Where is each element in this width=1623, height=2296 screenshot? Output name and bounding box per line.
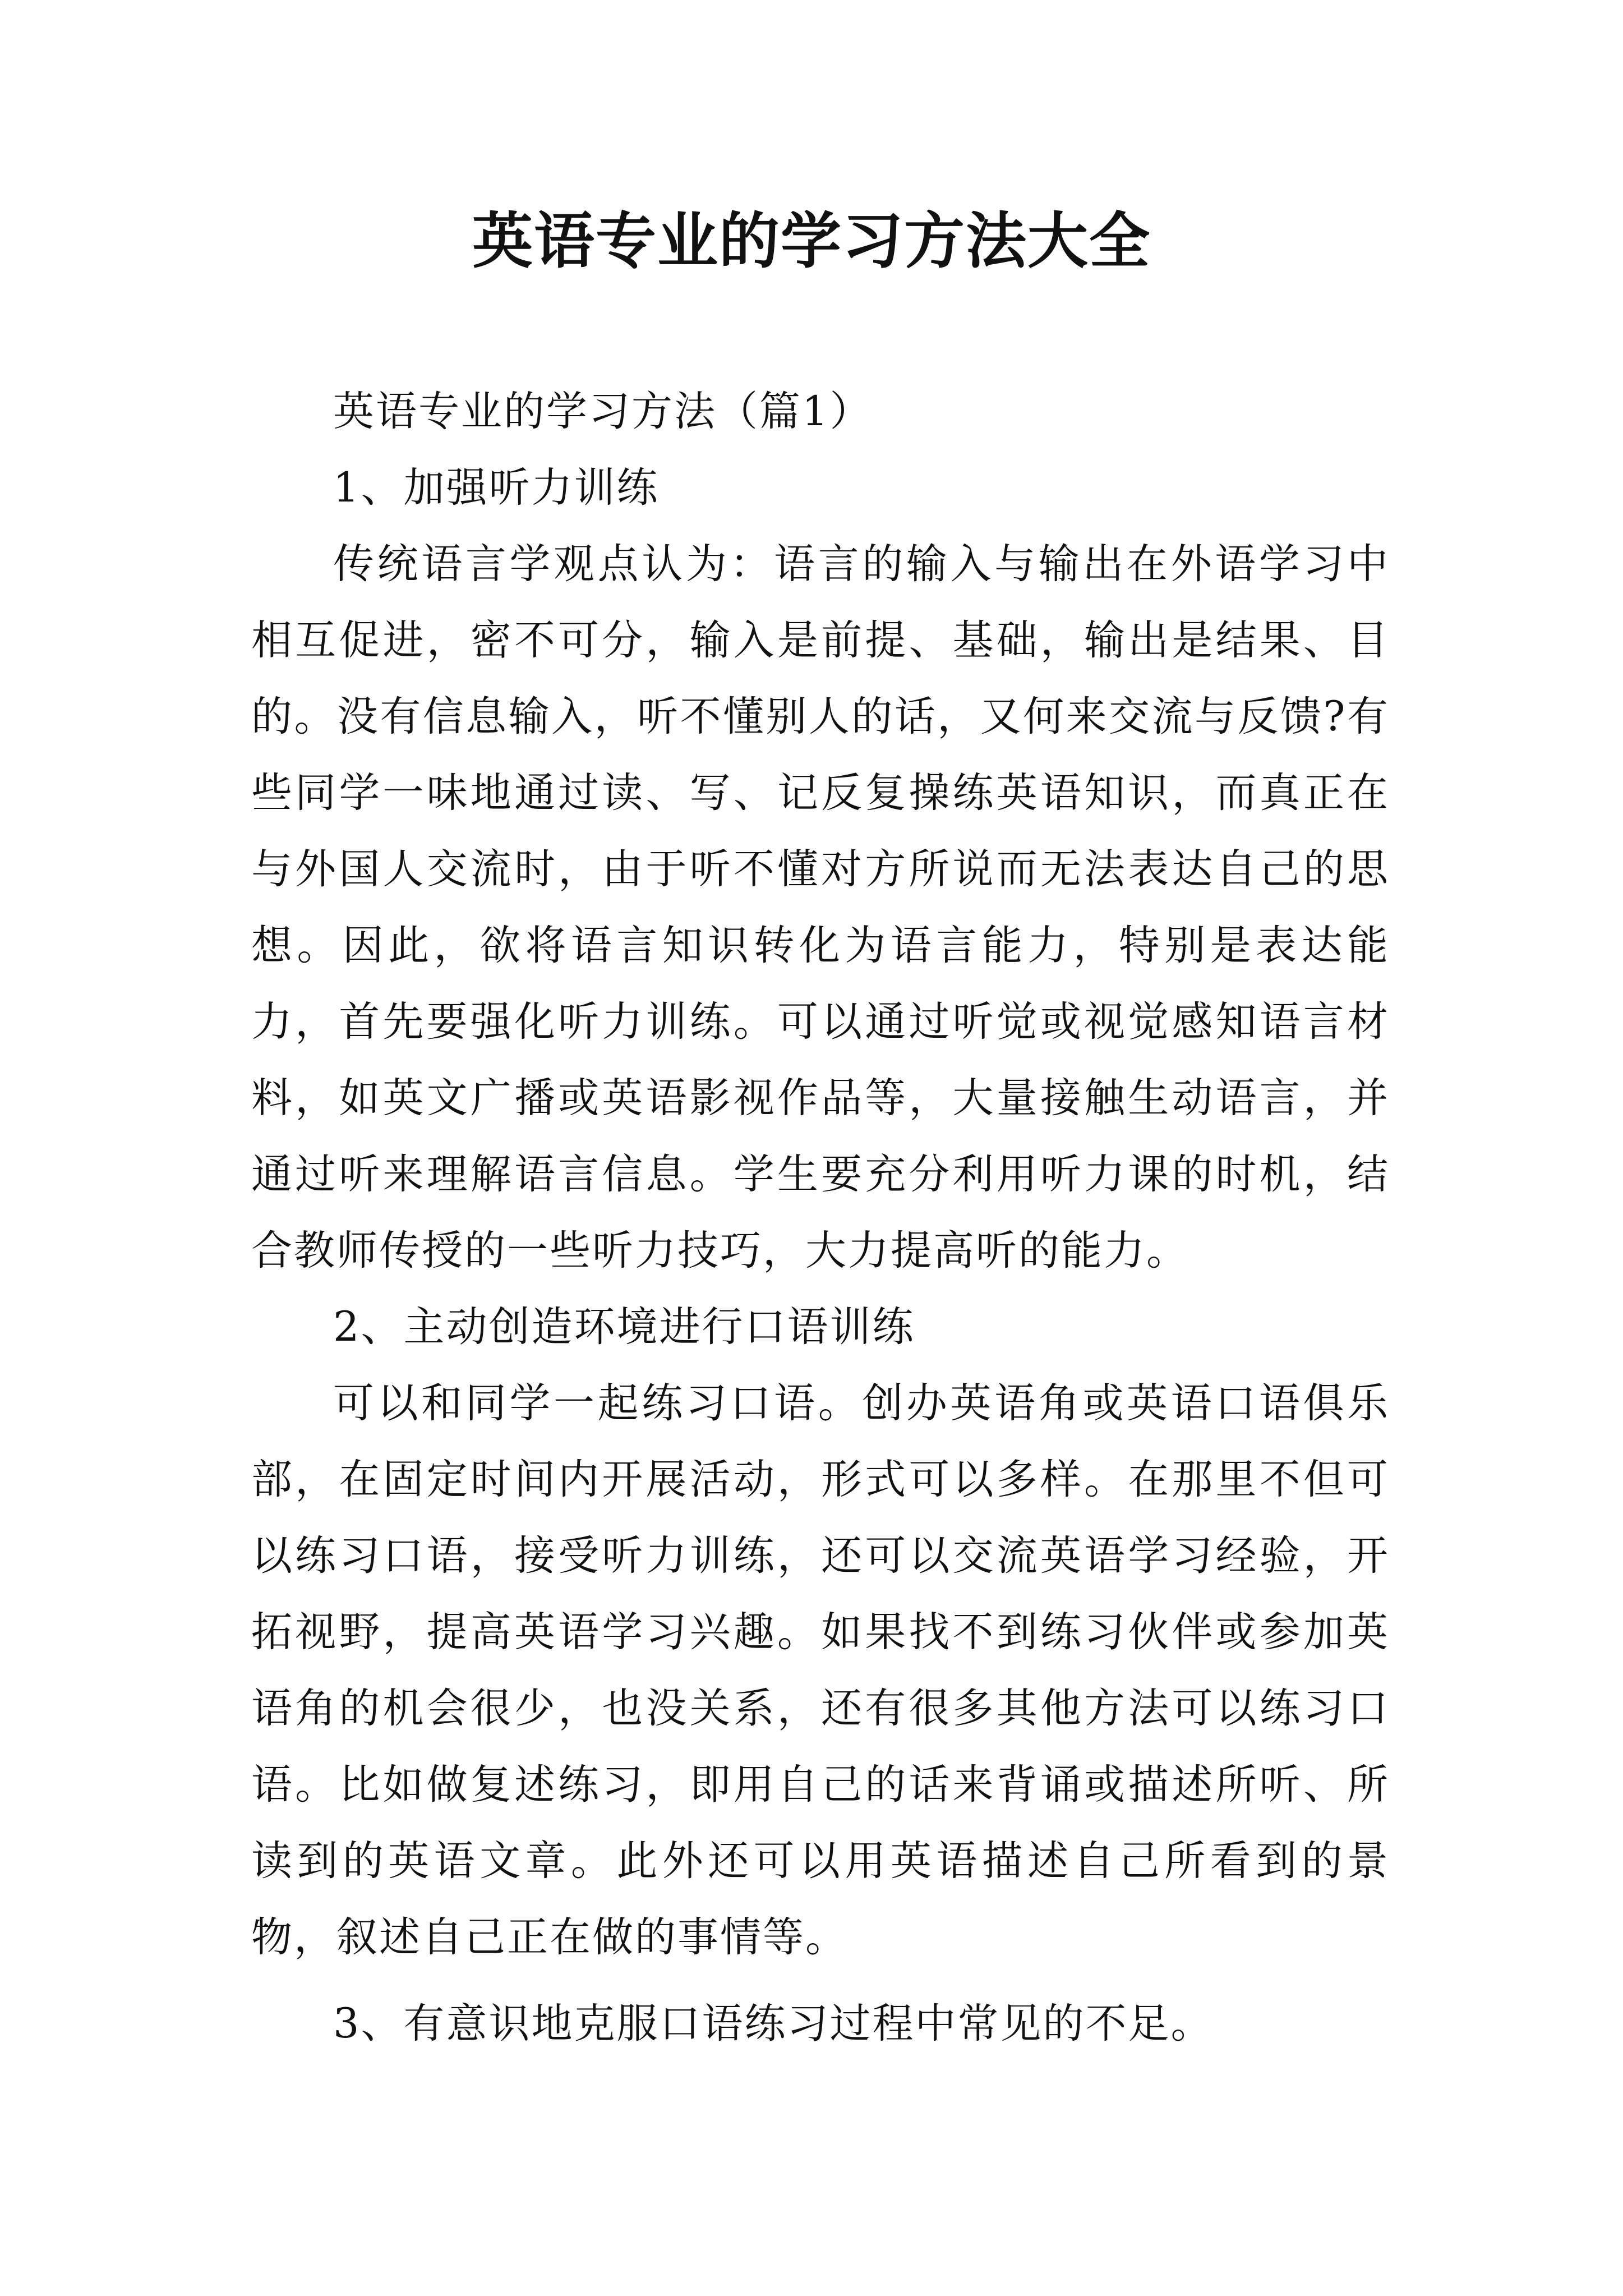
section-heading: 英语专业的学习方法（篇1） — [333, 388, 873, 435]
subheading: 3、有意识地克服口语练习过程中常见的不足。 — [333, 2000, 1214, 2047]
document-title: 英语专业的学习方法大全 — [472, 206, 1151, 277]
body-paragraph: 传统语言学观点认为：语言的输入与输出在外语学习中相互促进，密不可分，输入是前提、基础，输出是结果、目的。没有信息输入，听不懂别人的话，又何来交流与反馈?有些同学一味地通过读、写、记反复操练英语知识，而真正在与外国人交流时，由于听不懂对方所说而无法表达自己的思想。因此，欲将语言知识转化为语言能力，特别是表达能力，首先要强化听力训练。可以通过听觉或视觉感知语言材料，如英文广播或英语影视作品等，大量接触生动语言，并通过听来理解语言信息。学生要充分利用听力课的时机，结合教师传授的一些听力技巧，大力提高听的能力。 — [251, 540, 1390, 1274]
document-body — [251, 374, 1390, 2062]
body-paragraph: 可以和同学一起练习口语。创办英语角或英语口语俱乐部，在固定时间内开展活动，形式可以多样。在那里不但可以练习口语，接受听力训练，还可以交流英语学习经验，开拓视野，提高英语学习兴趣。如果找不到练习伙伴或参加英语角的机会很少，也没关系，还有很多其他方法可以练习口语。比如做复述练习，即用自己的话来背诵或描述所听、所读到的英语文章。此外还可以用英语描述自己所看到的景物，叙述自己正在做的事情等。 — [251, 1379, 1390, 1961]
subheading: 2、主动创造环境进行口语训练 — [333, 1303, 915, 1351]
subheading: 1、加强听力训练 — [333, 464, 660, 512]
